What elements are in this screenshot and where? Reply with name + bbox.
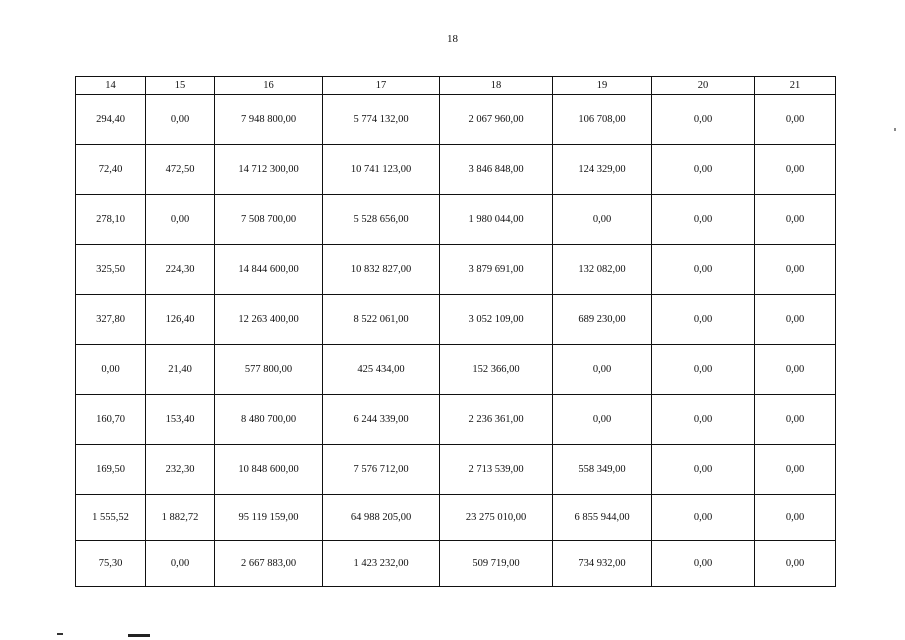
column-header-14: 14: [76, 77, 146, 95]
table-cell: 0,00: [652, 345, 755, 395]
table-cell: 577 800,00: [215, 345, 323, 395]
table-cell: 169,50: [76, 445, 146, 495]
table-cell: 278,10: [76, 195, 146, 245]
column-header-21: 21: [755, 77, 836, 95]
page-number: 18: [447, 33, 458, 45]
table-cell: 0,00: [755, 245, 836, 295]
table-cell: 0,00: [755, 541, 836, 587]
table-cell: 126,40: [146, 295, 215, 345]
column-header-20: 20: [652, 77, 755, 95]
table-cell: 64 988 205,00: [323, 495, 440, 541]
table-cell: 472,50: [146, 145, 215, 195]
table-body: [76, 95, 836, 587]
table-row: [76, 345, 836, 395]
table-cell: 6 244 339,00: [323, 395, 440, 445]
table-cell: 1 423 232,00: [323, 541, 440, 587]
table-row: [76, 295, 836, 345]
table-cell: 294,40: [76, 95, 146, 145]
table-cell: 0,00: [652, 295, 755, 345]
table-cell: 0,00: [755, 495, 836, 541]
table-cell: 1 882,72: [146, 495, 215, 541]
table-cell: 1 555,52: [76, 495, 146, 541]
table-cell: 0,00: [652, 541, 755, 587]
table-row: [76, 195, 836, 245]
table-cell: 10 832 827,00: [323, 245, 440, 295]
scan-artifact: [894, 128, 896, 131]
column-header-18: 18: [440, 77, 553, 95]
table-cell: 0,00: [755, 395, 836, 445]
table-row: [76, 145, 836, 195]
table-row: [76, 395, 836, 445]
table-cell: 0,00: [652, 195, 755, 245]
table-cell: 509 719,00: [440, 541, 553, 587]
table-cell: 2 067 960,00: [440, 95, 553, 145]
table-cell: 21,40: [146, 345, 215, 395]
table-cell: 10 848 600,00: [215, 445, 323, 495]
table-cell: 3 846 848,00: [440, 145, 553, 195]
table-cell: 124 329,00: [553, 145, 652, 195]
table-cell: 0,00: [553, 345, 652, 395]
table-cell: 0,00: [755, 95, 836, 145]
table-cell: 3 052 109,00: [440, 295, 553, 345]
table-cell: 23 275 010,00: [440, 495, 553, 541]
table-cell: 7 948 800,00: [215, 95, 323, 145]
table-cell: 14 712 300,00: [215, 145, 323, 195]
table-cell: 0,00: [755, 345, 836, 395]
table-cell: 0,00: [76, 345, 146, 395]
table-row: [76, 445, 836, 495]
table-cell: 0,00: [553, 195, 652, 245]
table-cell: 3 879 691,00: [440, 245, 553, 295]
table-cell: 0,00: [652, 445, 755, 495]
table-cell: 325,50: [76, 245, 146, 295]
table-cell: 5 774 132,00: [323, 95, 440, 145]
table-cell: 160,70: [76, 395, 146, 445]
table-cell: 0,00: [755, 295, 836, 345]
table-row: [76, 245, 836, 295]
table-cell: 0,00: [146, 195, 215, 245]
table-cell: 0,00: [652, 495, 755, 541]
table-cell: 0,00: [652, 95, 755, 145]
table-cell: 5 528 656,00: [323, 195, 440, 245]
table-cell: 0,00: [755, 445, 836, 495]
table-cell: 425 434,00: [323, 345, 440, 395]
table-cell: 0,00: [652, 245, 755, 295]
table-cell: 1 980 044,00: [440, 195, 553, 245]
table-cell: 10 741 123,00: [323, 145, 440, 195]
table-row: [76, 495, 836, 541]
table-cell: 152 366,00: [440, 345, 553, 395]
column-header-16: 16: [215, 77, 323, 95]
column-header-19: 19: [553, 77, 652, 95]
table-cell: 7 508 700,00: [215, 195, 323, 245]
table-header: [76, 77, 836, 95]
column-header-17: 17: [323, 77, 440, 95]
table-cell: 0,00: [652, 145, 755, 195]
table-row: [76, 95, 836, 145]
table-cell: 8 480 700,00: [215, 395, 323, 445]
table-cell: 734 932,00: [553, 541, 652, 587]
scan-artifact: [57, 633, 63, 635]
table-cell: 95 119 159,00: [215, 495, 323, 541]
table-cell: 0,00: [755, 145, 836, 195]
table-cell: 232,30: [146, 445, 215, 495]
table-cell: 2 236 361,00: [440, 395, 553, 445]
table-cell: 558 349,00: [553, 445, 652, 495]
table-cell: 153,40: [146, 395, 215, 445]
header-row: [76, 77, 836, 95]
table-cell: 2 713 539,00: [440, 445, 553, 495]
table-cell: 327,80: [76, 295, 146, 345]
table-cell: 0,00: [652, 395, 755, 445]
table-cell: 8 522 061,00: [323, 295, 440, 345]
table-cell: 72,40: [76, 145, 146, 195]
table-cell: 0,00: [146, 95, 215, 145]
table-cell: 0,00: [146, 541, 215, 587]
table-cell: 0,00: [553, 395, 652, 445]
scan-artifact: [128, 634, 150, 637]
table-cell: 7 576 712,00: [323, 445, 440, 495]
table-cell: 224,30: [146, 245, 215, 295]
table-cell: 12 263 400,00: [215, 295, 323, 345]
table-cell: 2 667 883,00: [215, 541, 323, 587]
table-cell: 0,00: [755, 195, 836, 245]
table-cell: 14 844 600,00: [215, 245, 323, 295]
column-header-15: 15: [146, 77, 215, 95]
data-table: [75, 76, 836, 587]
table-cell: 132 082,00: [553, 245, 652, 295]
table-cell: 106 708,00: [553, 95, 652, 145]
table-row: [76, 541, 836, 587]
table-cell: 75,30: [76, 541, 146, 587]
table-cell: 6 855 944,00: [553, 495, 652, 541]
table-cell: 689 230,00: [553, 295, 652, 345]
